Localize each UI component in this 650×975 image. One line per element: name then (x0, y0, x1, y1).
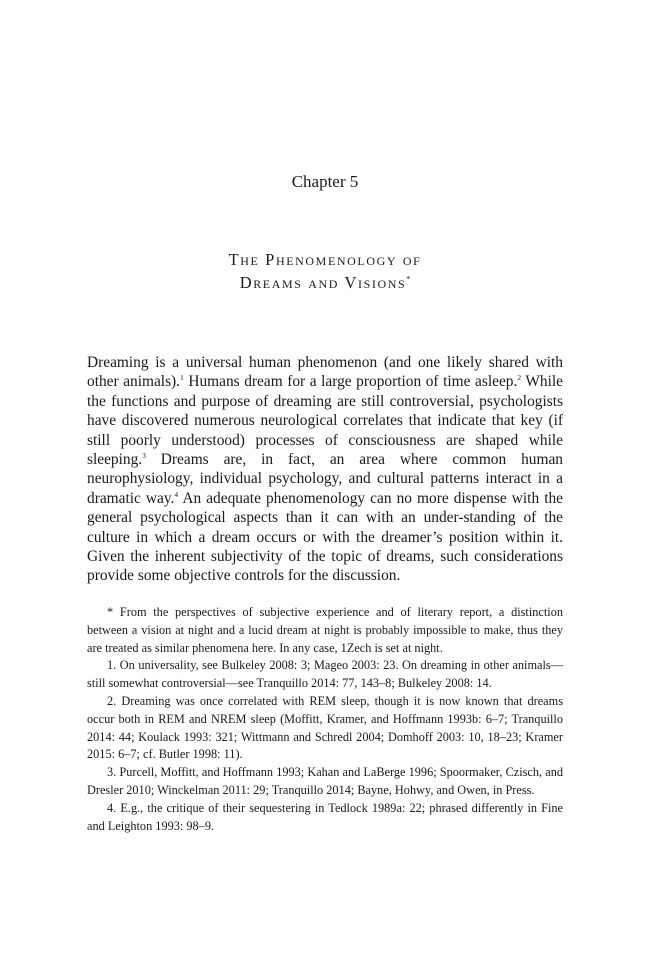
footnote-3 (87, 764, 563, 800)
chapter-number: Chapter 5 (291, 172, 359, 191)
body-text (87, 353, 563, 586)
footnote-text: E.g., the critique of their sequestering in Tedlock 1989a: 22; phrased differently in Fine and Leighton 1993: 98–9. (87, 800, 564, 833)
footnote-ref-1: 1 (180, 373, 184, 383)
body-text-run: Dreams are, in fact, an area where common human neurophysiology, individual psychology, and cultural patterns interact in a dramatic way. (87, 451, 563, 507)
chapter-title (0, 248, 650, 294)
footnote-text: On universality, see Bulkeley 2008: 3; Mageo 2003: 23. On dreaming in other animals—still somewhat controversial—see Tranquillo 2014: 77, 143–8; Bulkeley 2008: 14. (87, 658, 563, 691)
footnote-text: From the perspectives of subjective experience and of literary report, a distinction between a vision at night and a lucid dream at night is probably impossible to make, thus they are treated as similar phenomena here. In any case, 1Zech is set at night. (87, 605, 564, 655)
body-text-run: Dreaming is a universal human phenomenon (and one likely shared with other animals). (87, 354, 563, 391)
footnote-ref-3: 3 (142, 450, 146, 460)
footnote-mark: 4. (107, 800, 117, 815)
body-text-run: An adequate phenomenology can no more dispense with the general psychological aspects than it can with an under-standing of the culture in which a dream occurs or with the dreamer’s position within it. Given the inherent subjectivity of the topic of dreams, such considerations provide some objective controls for the discussion. (87, 489, 563, 585)
chapter-title-line-1: The Phenomenology of (228, 250, 422, 269)
footnote-title (87, 604, 563, 657)
footnotes (87, 604, 563, 835)
footnote-1 (87, 657, 563, 693)
footnote-mark: * (107, 605, 114, 619)
chapter-title-line-2 (0, 271, 650, 294)
footnote-4 (87, 800, 563, 836)
body-paragraph (87, 353, 563, 586)
title-footnote-marker: * (406, 274, 411, 284)
footnote-ref-4: 4 (174, 489, 179, 499)
footnote-mark: 1. (107, 658, 117, 673)
footnote-text: Purcell, Moffitt, and Hoffmann 1993; Kahan and LaBerge 1996; Spoormaker, Czisch, and Dresler 2010; Winckelman 2011: 29; Tranquillo 2014; Bayne, Hohwy, and Owen, in Press. (87, 765, 563, 797)
body-text-run: Humans dream for a large proportion of time asleep. (183, 373, 518, 391)
footnote-2 (87, 693, 563, 764)
footnote-text: Dreaming was once correlated with REM sleep, though it is now known that dreams occur both in REM and NREM sleep (Moffitt, Kramer, and Hoffmann 1993b: 6–7; Tranquillo 2014: 44; Koulack 1993: 321; Wittmann and Schredl 2004; Domhoff 2003: 10, 18–23; Kramer 2015: 6–7; cf. Butler 1998: 11). (87, 693, 563, 762)
footnote-ref-2: 2 (517, 373, 522, 383)
body-text-run: While the functions and purpose of dreaming are still controversial, psychologists have discovered numerous neurological correlates that indicate that key (if still poorly understood) processes of consciousness are shaped while sleeping. (87, 373, 563, 469)
footnote-mark: 3. (107, 765, 117, 780)
chapter-title-line-2-text: Dreams and Visions (239, 273, 407, 292)
footnote-mark: 2. (107, 693, 117, 708)
